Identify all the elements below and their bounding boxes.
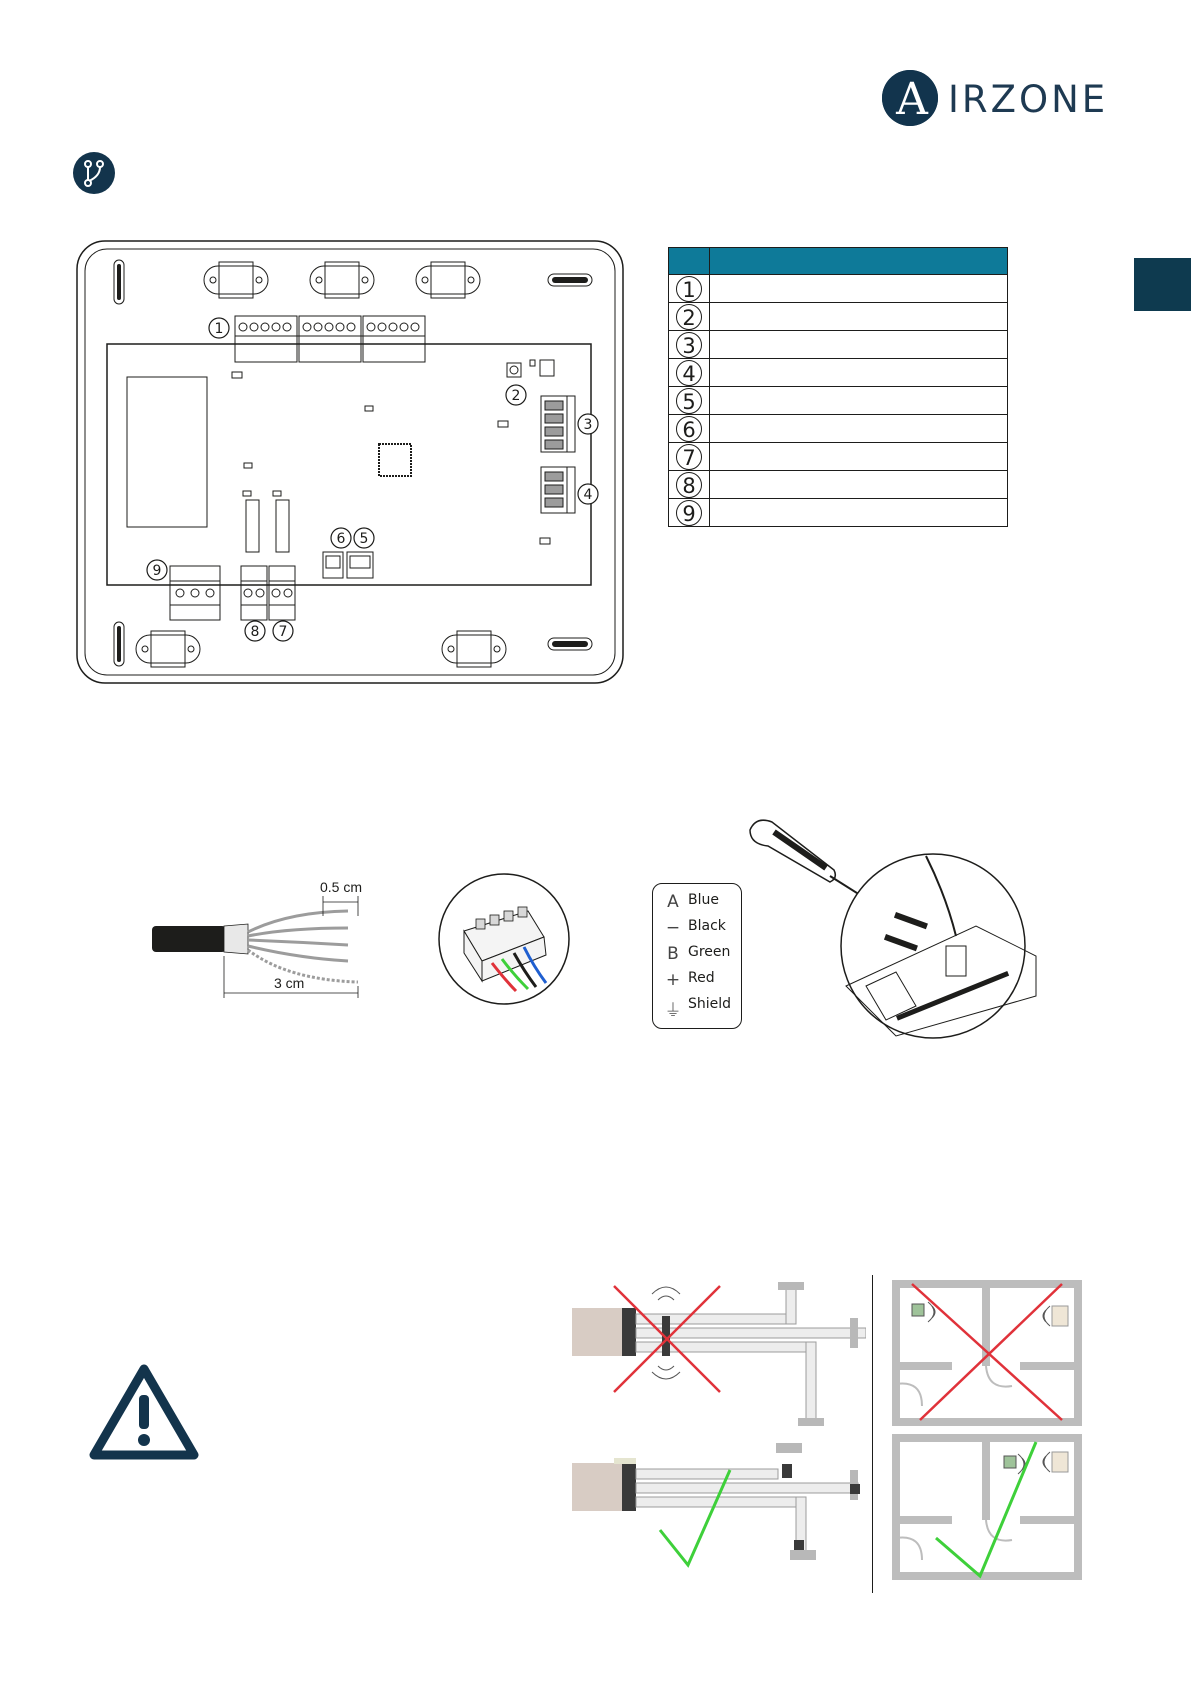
legend-row — [669, 331, 1008, 359]
wire-name: Shield — [688, 996, 732, 1012]
cable-strip-diagram — [148, 876, 368, 1006]
legend-number: 9 — [676, 500, 702, 526]
legend-number: 5 — [676, 388, 702, 414]
wire-color-legend — [652, 883, 742, 1029]
wire-name: Red — [688, 970, 715, 986]
sheath-length-label: 3 cm — [274, 975, 305, 991]
wire-name: Black — [688, 918, 726, 934]
branch-icon — [73, 152, 115, 194]
legend-number: 8 — [676, 472, 702, 498]
wire-row-red — [653, 970, 741, 994]
wire-symbol: + — [665, 970, 681, 990]
legend-row — [669, 415, 1008, 443]
board-label-3: 3 — [583, 417, 593, 433]
board-label-7: 7 — [278, 624, 288, 640]
legend-table — [668, 247, 1008, 527]
board-label-6: 6 — [336, 531, 346, 547]
board-label-2: 2 — [511, 388, 521, 404]
strip-length-label: 0.5 cm — [320, 879, 363, 895]
wire-symbol: A — [667, 892, 679, 912]
wire-symbol: ⏚ — [664, 1001, 682, 1021]
legend-number: 6 — [676, 416, 702, 442]
mounting-closeup — [746, 816, 1046, 1041]
legend-number: 1 — [676, 276, 702, 302]
logo-mark-letter: A — [896, 74, 928, 125]
legend-number: 7 — [676, 444, 702, 470]
legend-row — [669, 387, 1008, 415]
board-label-1: 1 — [214, 321, 224, 337]
board-label-5: 5 — [359, 531, 369, 547]
board-label-9: 9 — [152, 563, 162, 579]
wire-symbol: B — [667, 944, 679, 964]
incorrect-placement — [896, 1284, 1078, 1422]
incorrect-routing — [572, 1282, 866, 1426]
cable-routing-diagram — [568, 1280, 866, 1590]
wire-symbol: − — [665, 918, 681, 938]
legend-row — [669, 275, 1008, 303]
room-placement-diagram — [892, 1280, 1082, 1580]
board-label-8: 8 — [250, 624, 260, 640]
legend-row — [669, 471, 1008, 499]
correct-routing — [572, 1443, 860, 1565]
board-label-4: 4 — [583, 487, 593, 503]
diagram-divider — [872, 1275, 873, 1593]
wire-row-blue — [653, 892, 741, 916]
legend-row — [669, 499, 1008, 527]
wire-row-black — [653, 918, 741, 942]
wire-row-green — [653, 944, 741, 968]
warning-icon — [88, 1363, 200, 1463]
legend-row — [669, 443, 1008, 471]
connector-closeup — [436, 871, 572, 1007]
wire-name: Green — [688, 944, 731, 960]
logo-text: IRZONE — [948, 78, 1109, 121]
wire-row-shield — [653, 996, 741, 1020]
legend-row — [669, 359, 1008, 387]
legend-row — [669, 303, 1008, 331]
airzone-logo — [882, 70, 1109, 130]
legend-number: 4 — [676, 360, 702, 386]
board-diagram — [74, 238, 626, 688]
legend-header — [669, 248, 1008, 275]
chapter-tab — [1134, 258, 1191, 311]
wire-name: Blue — [688, 892, 719, 908]
correct-placement — [896, 1438, 1078, 1576]
legend-number: 3 — [676, 332, 702, 358]
legend-number: 2 — [676, 304, 702, 330]
logo-mark — [882, 70, 938, 126]
